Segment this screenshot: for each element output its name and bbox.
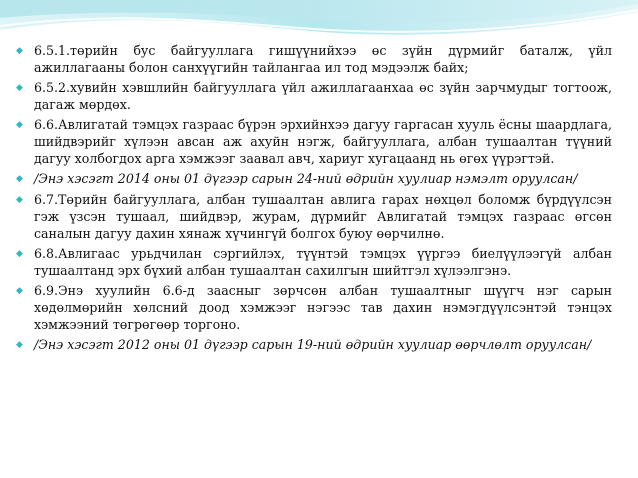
amendment-note: /Энэ хэсэгт 2014 оны 01 дүгээр сарын 24-ний өдрийн хуулиар нэмэлт оруулсан/ <box>34 171 578 186</box>
clause-text: 6.6.Авлигатай тэмцэх газраас бүрэн эрхийнхээ дагуу гаргасан хууль ёсны шаардлага, шийдвэрийг хүлээн авсан аж ахуйн нэгж, байгууллага, албан тушаалтан түүний дагуу холбогдох арга хэмжээг заавал авч, хариуг хугацаанд нь өгөх үүрэгтэй. <box>34 117 612 166</box>
diamond-bullet-icon: ◆ <box>16 286 23 296</box>
list-item <box>16 79 612 113</box>
diamond-bullet-icon: ◆ <box>16 83 23 93</box>
diamond-bullet-icon: ◆ <box>16 120 23 130</box>
decorative-wave-header <box>0 0 638 48</box>
list-item <box>16 116 612 167</box>
list-item <box>16 170 612 188</box>
diamond-bullet-icon: ◆ <box>16 174 23 184</box>
amendment-note: /Энэ хэсэгт 2012 оны 01 дүгээр сарын 19-ний өдрийн хуулиар өөрчлөлт оруулсан/ <box>34 337 592 352</box>
diamond-bullet-icon: ◆ <box>16 46 23 56</box>
list-item <box>16 42 612 76</box>
bullet-list <box>16 42 612 357</box>
list-item <box>16 282 612 333</box>
clause-text: 6.7.Төрийн байгууллага, албан тушаалтан авлига гарах нөхцөл боломж бүрдүүлсэн гэж үзсэн тушаал, шийдвэр, журам, дүрмийг Авлигатай тэмцэх газраас өгсөн саналын дагуу дахин хянаж хүчингүй болгох буюу өөрчилнө. <box>34 192 612 241</box>
list-item <box>16 191 612 242</box>
diamond-bullet-icon: ◆ <box>16 249 23 259</box>
list-item <box>16 245 612 279</box>
diamond-bullet-icon: ◆ <box>16 340 23 350</box>
clause-text: 6.8.Авлигаас урьдчилан сэргийлэх, түүнтэй тэмцэх үүргээ биелүүлээгүй албан тушаалтанд эрх бүхий албан тушаалтан сахилгын шийтгэл хүлээлгэнэ. <box>34 246 612 278</box>
clause-text: 6.5.1.төрийн бус байгууллага гишүүнийхээ өс зүйн дүрмийг баталж, үйл ажиллагааны болон санхүүгийн тайлангаа ил тод мэдээлж байх; <box>34 43 612 75</box>
diamond-bullet-icon: ◆ <box>16 195 23 205</box>
list-item <box>16 336 612 354</box>
clause-text: 6.5.2.хувийн хэвшлийн байгууллага үйл ажиллагаанхаа өс зүйн зарчмудыг тогтоож, дагаж мөрдөх. <box>34 80 612 112</box>
clause-text: 6.9.Энэ хуулийн 6.6-д заасныг зөрчсөн албан тушаалтныг шүүгч нэг сарын хөдөлмөрийн хөлсний доод хэмжээг нэгээс тав дахин нэмэгдүүлсэнтэй тэнцэх хэмжээний төгрөгөөр торгоно. <box>34 283 612 332</box>
